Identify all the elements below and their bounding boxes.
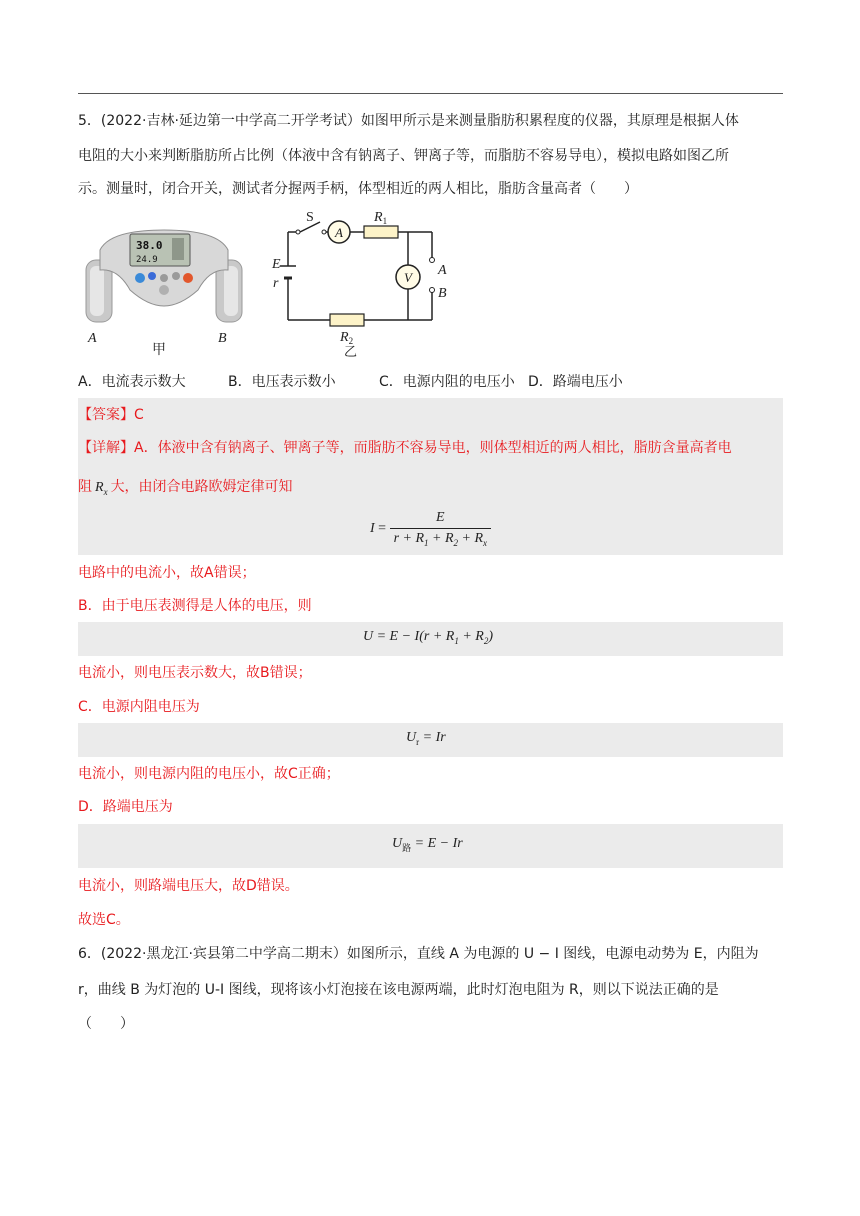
r1-label: R <box>374 210 383 225</box>
detail-a2-post: 大，由闭合电路欧姆定律可知 <box>110 479 293 495</box>
den-sub-1: 1 <box>424 537 429 548</box>
r2-label: R <box>340 330 349 345</box>
f4-rhs: = E − Ir <box>411 836 463 851</box>
header-rule <box>78 93 783 94</box>
voltmeter-label: V <box>404 270 412 285</box>
q6-stem-line-3: （ ） <box>78 1016 134 1032</box>
circuit-diagram-figure <box>268 208 468 358</box>
rx-letter: R <box>95 480 104 495</box>
svg-text:R1 <box>373 210 387 226</box>
detail-line-2 <box>78 477 293 502</box>
svg-text:R2 <box>339 330 353 346</box>
detail-a-text: A．体液中含有钠离子、钾离子等，而脂肪不容易导电，则体型相近的两人相比，脂肪含量高者电 <box>134 440 732 456</box>
handle-label-a: A <box>88 331 97 346</box>
right-handle-grip <box>224 266 238 316</box>
terminal-a <box>430 258 435 263</box>
r1-subscript: 1 <box>382 216 388 226</box>
formula-current-numerator: E <box>390 510 491 529</box>
body-fat-device-figure <box>80 220 250 360</box>
terminal-b <box>430 288 435 293</box>
switch-label: S <box>306 210 314 225</box>
f3-lhs: U <box>406 730 417 745</box>
device-button-gray-2 <box>172 272 180 280</box>
f2-sub-2: 2 <box>483 635 489 646</box>
device-button-orange <box>183 273 193 283</box>
device-button-blue <box>148 272 156 280</box>
q5-stem-line-1: 5．(2022·吉林·延边第一中学高二开学考试）如图甲所示是来测量脂肪积累程度的仪器，其原理是根据人体 <box>78 113 739 129</box>
internal-resistance-label: r <box>273 276 279 291</box>
formula-current-fraction <box>390 510 491 548</box>
q6-stem-line-2: r，曲线 B 为灯泡的 U-I 图线，现将该小灯泡接在该电源两端，此时灯泡电阻为 R，则以下说法正确的是 <box>78 982 719 998</box>
detail-a2-pre: 阻 <box>78 479 92 495</box>
f2-part-1: U = E − I(r + R <box>363 629 455 644</box>
device-button-left <box>135 273 145 283</box>
option-c: C．电源内阻的电压小 <box>379 374 515 390</box>
final-choice: 故选C。 <box>78 912 130 928</box>
screen-top-reading: 38.0 <box>136 239 163 252</box>
formula-current: I = $\frac{E}{r + R_1 + R_2 + R_x}$ <box>370 510 491 548</box>
resistor-r2 <box>330 314 364 326</box>
rx-variable <box>95 480 108 495</box>
den-part-3: + R <box>458 531 484 546</box>
c-conclusion: 电流小，则电源内阻的电压小，故C正确； <box>78 766 340 782</box>
option-a: A．电流表示数大 <box>78 374 186 390</box>
f3-rhs: = Ir <box>419 730 446 745</box>
den-sub-2: 2 <box>453 537 459 548</box>
rx-subscript: x <box>103 486 108 497</box>
option-b: B．电压表示数小 <box>228 374 336 390</box>
a-conclusion: 电路中的电流小，故A错误； <box>78 565 256 581</box>
detail-line-1 <box>78 438 732 458</box>
q6-stem-line-1: 6．(2022·黑龙江·宾县第二中学高二期末）如图所示，直线 A 为电源的 U − I 图线，电源电动势为 E，内阻为 <box>78 946 759 962</box>
screen-bottom-reading: 24.9 <box>136 255 158 265</box>
den-sub-3: x <box>483 537 488 548</box>
d-conclusion: 电流小，则路端电压大，故D错误。 <box>78 878 299 894</box>
ammeter-label: A <box>335 225 343 240</box>
f4-lhs: U <box>392 836 403 851</box>
c-intro: C．电源内阻电压为 <box>78 699 200 715</box>
d-intro: D．路端电压为 <box>78 799 173 815</box>
f3-sub: r <box>416 736 420 747</box>
screen-bar <box>172 238 184 260</box>
formula-current-lhs: I <box>370 521 375 537</box>
formula-current-denominator <box>390 529 491 548</box>
switch-contact-left <box>296 230 300 234</box>
resistor-r1 <box>364 226 398 238</box>
handle-label-b: B <box>218 331 227 346</box>
figure-caption-jia: 甲 <box>152 342 166 358</box>
terminal-a-label: A <box>438 263 447 278</box>
formula-terminal-voltage <box>392 836 463 854</box>
den-part-1: r + R <box>393 531 425 546</box>
r2-subscript: 2 <box>348 336 354 346</box>
switch-contact-right <box>322 230 326 234</box>
device-button-gray <box>160 274 168 282</box>
device-button-center <box>159 285 169 295</box>
f2-sub-1: 1 <box>454 635 459 646</box>
b-intro: B．由于电压表测得是人体的电压，则 <box>78 598 312 614</box>
terminal-b-label: B <box>438 286 447 301</box>
b-conclusion: 电流小，则电压表示数大，故B错误； <box>78 665 312 681</box>
answer-label: 【答案】C <box>78 407 144 423</box>
left-handle-grip <box>90 266 104 316</box>
formula-voltage <box>363 629 493 646</box>
emf-label: E <box>272 257 281 272</box>
detail-tag: 【详解】 <box>78 440 134 456</box>
q5-stem-line-2: 电阻的大小来判断脂肪所占比例（体液中含有钠离子、钾离子等，而脂肪不容易导电），模拟电路如图乙所 <box>78 148 729 164</box>
option-d: D．路端电压小 <box>528 374 623 390</box>
f2-part-2: + R <box>458 629 484 644</box>
formula-internal-voltage <box>406 730 446 747</box>
f4-sub: 路 <box>402 842 412 853</box>
den-part-2: + R <box>428 531 454 546</box>
figure-caption-yi: 乙 <box>344 345 358 358</box>
q5-stem-line-3: 示。测量时，闭合开关，测试者分握两手柄，体型相近的两人相比，脂肪含量高者（ ） <box>78 181 638 197</box>
f2-part-3: ) <box>488 629 493 644</box>
